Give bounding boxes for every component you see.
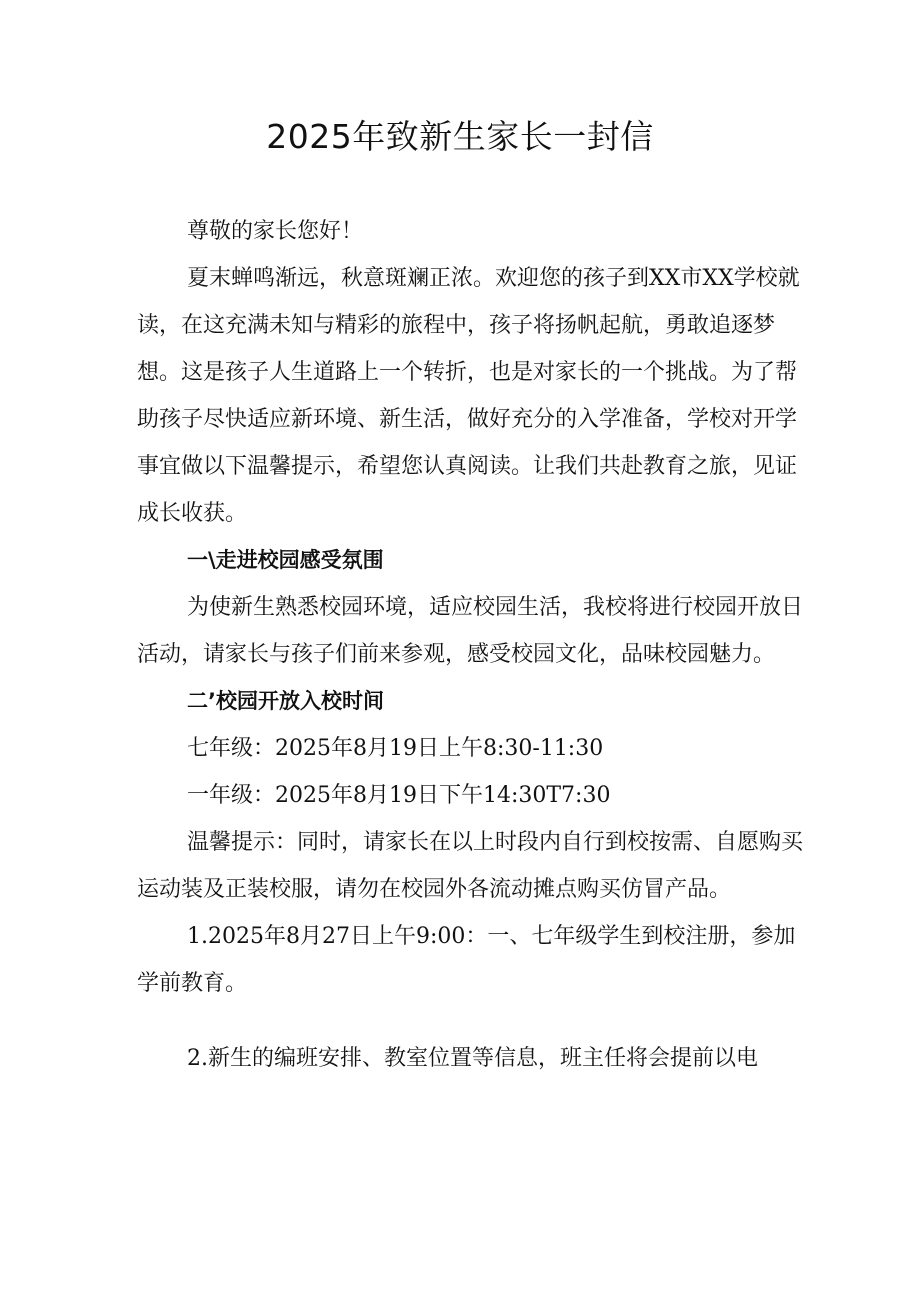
grade-7-time-line: 七年级：2025年8月19日上午8:30-11:30 [187, 736, 604, 761]
item-2-paragraph: 2.新生的编班安排、教室位置等信息，班主任将会提前以电 [187, 1046, 758, 1071]
letter-body [137, 208, 807, 1082]
tip-paragraph: 温馨提示：同时，请家长在以上时段内自行到校按需、自愿购买运动装及正装校服，请勿在校园外各流动摊点购买仿冒产品。 [137, 830, 804, 902]
grade-1-time-line: 一年级：2025年8月19日下午14:30T7:30 [187, 783, 611, 808]
section-1-paragraph: 为使新生熟悉校园环境，适应校园生活，我校将进行校园开放日活动，请家长与孩子们前来参观，感受校园文化，品味校园魅力。 [137, 595, 804, 667]
item-1-paragraph: 1.2025年8月27日上午9:00：一、七年级学生到校注册，参加学前教育。 [137, 924, 796, 996]
letter-title: 2025年致新生家长一封信 [266, 117, 654, 156]
greeting-paragraph: 尊敬的家长您好！ [187, 219, 364, 244]
section-1-heading: 一\走进校园感受氛围 [187, 548, 384, 572]
section-2-heading: 二’校园开放入校时间 [187, 689, 384, 713]
intro-paragraph: 夏末蝉鸣渐远，秋意斑斓正浓。欢迎您的孩子到XX市XX学校就读，在这充满未知与精彩的旅程中，孩子将扬帆起航，勇敢追逐梦想。这是孩子人生道路上一个转折，也是对家长的一个挑战。为了帮助孩子尽快适应新环境、新生活，做好充分的入学准备，学校对开学事宜做以下温馨提示，希望您认真阅读。让我们共赴教育之旅，见证成长收获。 [137, 266, 800, 526]
